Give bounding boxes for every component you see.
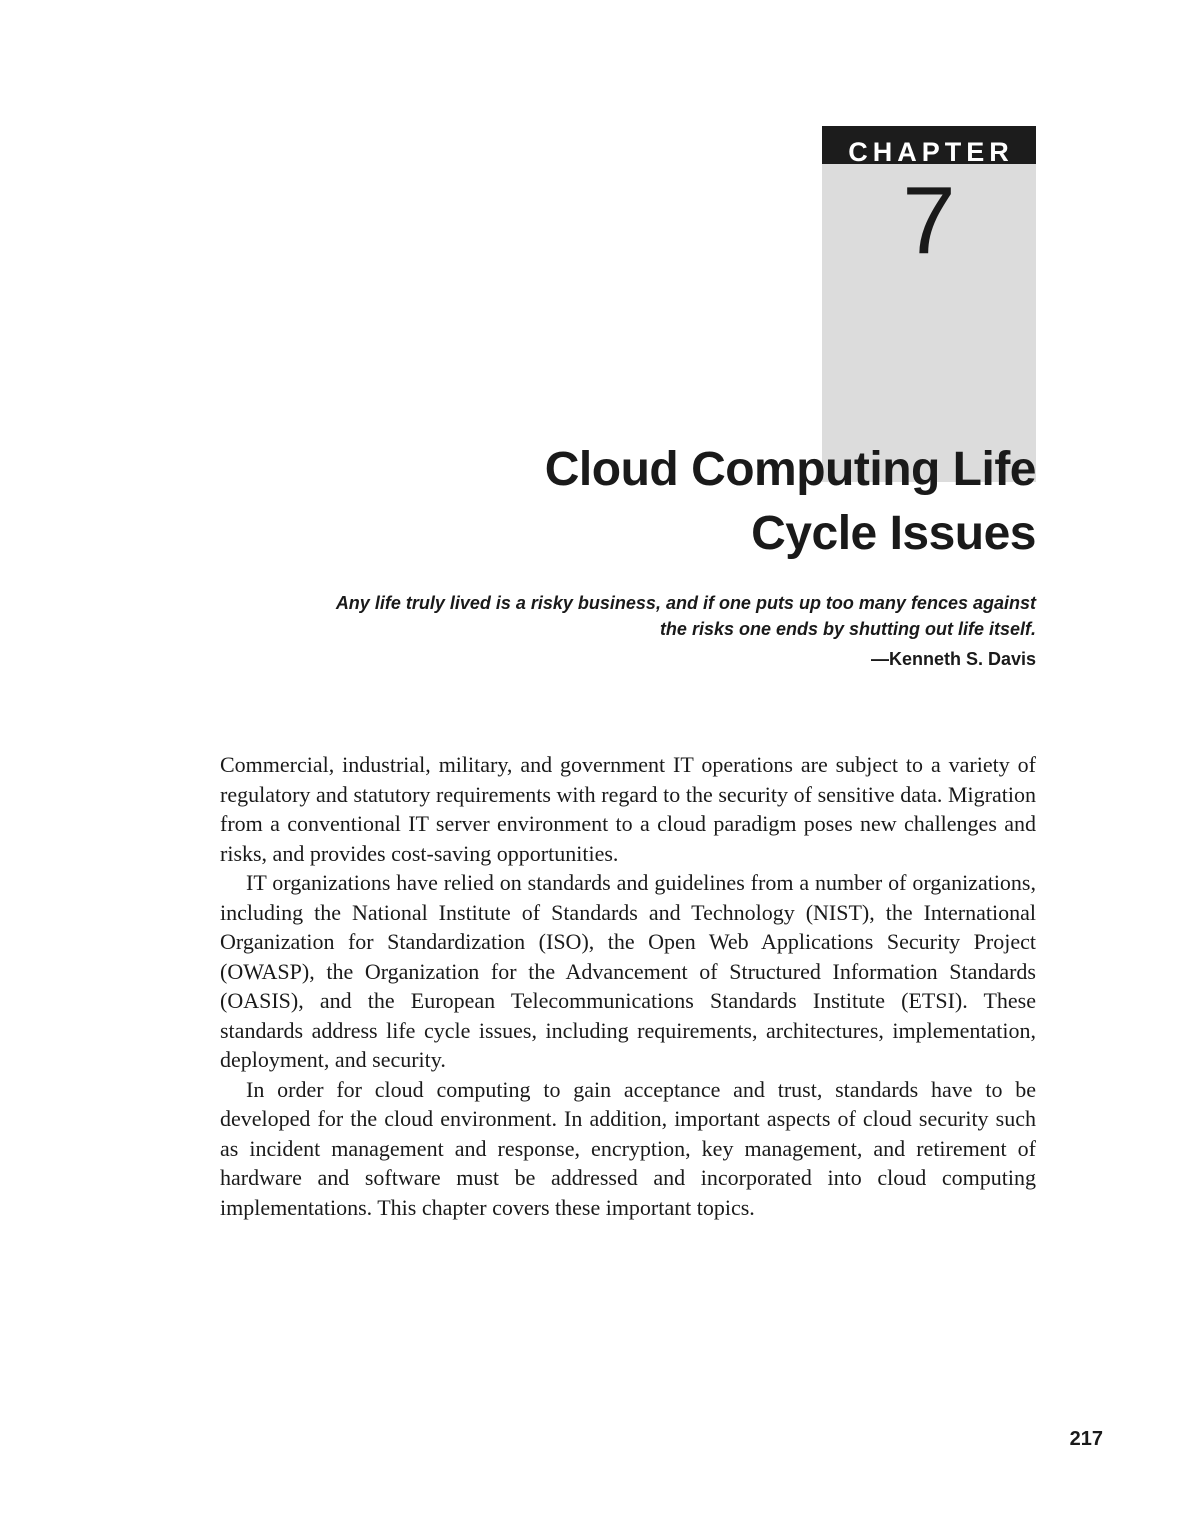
epigraph-attribution: —Kenneth S. Davis (870, 649, 1036, 669)
epigraph-line-1: Any life truly lived is a risky business, and if one puts up too many fences against (335, 593, 1036, 613)
chapter-label: CHAPTER (822, 126, 1036, 164)
body-paragraph-3: In order for cloud computing to gain acceptance and trust, standards have to be developed for the cloud environment. In addition, important aspects of cloud security such as incident management and response, encryption, key management, and retirement of hardware and software must be addressed and incorporated into cloud computing implementations. This chapter covers these important topics. (220, 1076, 1036, 1220)
chapter-number: 7 (902, 167, 956, 274)
epigraph (216, 590, 1036, 642)
epigraph-line-2: the risks one ends by shutting out life itself. (659, 619, 1036, 639)
chapter-title (336, 438, 1036, 566)
chapter-title-line-1: Cloud Computing Life (544, 443, 1036, 496)
page-number: 217 (1069, 1428, 1103, 1450)
body-text (220, 750, 1036, 1222)
body-paragraph-2: IT organizations have relied on standards and guidelines from a number of organizations, including the National Institute of Standards and Technology (NIST), the International Organization for Standardization (ISO), the Open Web Applications Security Project (OWASP), the Organization for the Advancement of Structured Information Standards (OASIS), and the European Telecommunications Standards Institute (ETSI). These standards address life cycle issues, including requirements, architectures, implementation, deployment, and security. (220, 870, 1036, 1072)
body-paragraph-1: Commercial, industrial, military, and government IT operations are subject to a variety of regulatory and statutory requirements with regard to the security of sensitive data. Migration from a conventional IT server environment to a cloud paradigm poses new challenges and risks, and provides cost-saving opportunities. (220, 752, 1036, 866)
chapter-title-line-2: Cycle Issues (751, 507, 1036, 560)
